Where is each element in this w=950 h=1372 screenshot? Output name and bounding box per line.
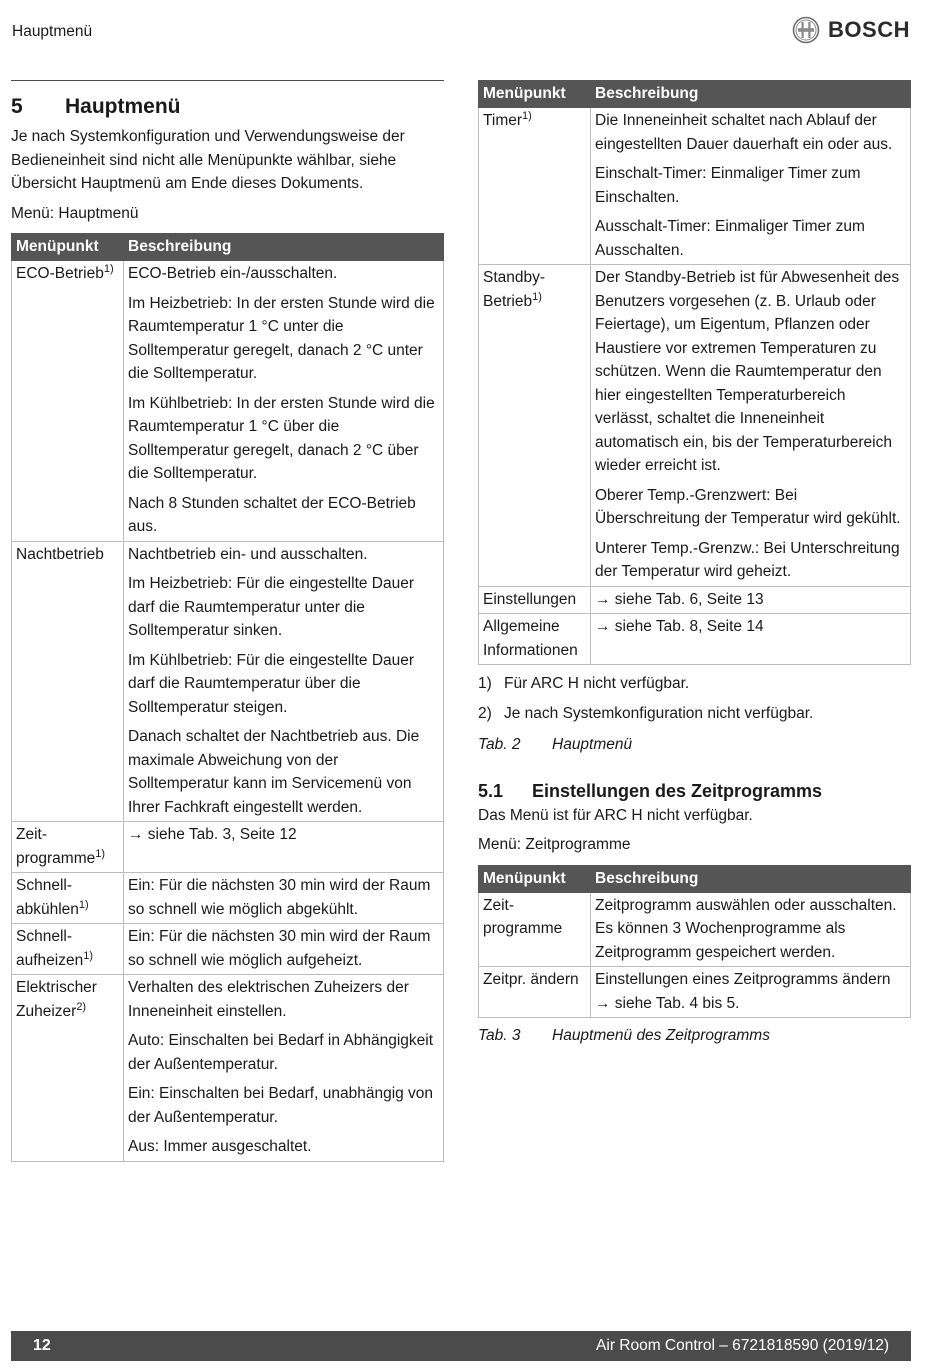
column-header: Menüpunkt: [479, 865, 591, 892]
description-paragraph: Auto: Einschalten bei Bedarf in Abhängigkeit der Außentemperatur.: [128, 1032, 434, 1073]
column-header: Beschreibung: [124, 234, 444, 261]
description-paragraph: Ein: Einschalten bei Bedarf, unabhängig von der Außentemperatur.: [128, 1085, 434, 1126]
table-row: [479, 108, 911, 265]
footnote: [478, 672, 911, 696]
footnote-number: 1): [478, 675, 492, 692]
running-header-title: Hauptmenü: [12, 23, 93, 40]
menu-item-name: Timer: [483, 112, 523, 129]
section-number: 5: [11, 95, 23, 118]
table-row: [12, 822, 444, 873]
menu-item-cell: [479, 265, 591, 587]
brand-logo: [792, 16, 910, 44]
caption-text: Hauptmenü des Zeitprogramms: [552, 1027, 770, 1044]
section-intro: Je nach Systemkonfiguration und Verwendungsweise der Bedieneinheit sind nicht alle Menüpunkte wählbar, siehe Übersicht Hauptmenü am Ende dieses Dokuments.: [11, 128, 405, 192]
description-cell: [124, 822, 444, 873]
menu-path: Menü: Hauptmenü: [11, 204, 139, 222]
description-cell: [591, 892, 911, 967]
description-paragraph: Nach 8 Stunden schaltet der ECO-Betrieb aus.: [128, 494, 416, 535]
description-paragraph: Danach schaltet der Nachtbetrieb aus. Die maximale Abweichung von der Solltemperatur kann im Servicemenü von Ihrer Fachkraft eingestellt werden.: [128, 728, 420, 816]
right-column: [478, 80, 911, 1048]
description-paragraph: Unterer Temp.-Grenzw.: Bei Unterschreitung der Temperatur wird geheizt.: [595, 539, 900, 580]
description-paragraph: Aus: Immer ausgeschaltet.: [128, 1138, 312, 1155]
table-row: [12, 975, 444, 1162]
menu-item-cell: [12, 541, 124, 822]
table-row: [12, 261, 444, 542]
menu-item-cell: [12, 924, 124, 975]
description-cell: [124, 975, 444, 1162]
footnote-marker: 1): [95, 847, 106, 860]
menu-item-cell: [12, 822, 124, 873]
menu-item-name: ECO-Betrieb: [16, 265, 104, 282]
column-header: Beschreibung: [591, 865, 911, 892]
description-paragraph: Zeitprogramm auswählen oder ausschalten. Es können 3 Wochenprogramme als Zeitprogramm gespeichert werden.: [595, 896, 897, 961]
menu-item-name: Zeit-programme: [16, 826, 96, 867]
menu-item-cell: [479, 108, 591, 265]
menu-item-name: Standby-Betrieb: [483, 269, 546, 310]
footnote-marker: 1): [522, 110, 532, 122]
section-title: Hauptmenü: [65, 95, 181, 118]
menu-item-name: Elektrischer Zuheizer: [16, 979, 97, 1020]
column-header: Menüpunkt: [479, 81, 591, 108]
description-paragraph: Verhalten des elektrischen Zuheizers der Inneneinheit einstellen.: [128, 979, 409, 1020]
menu-item-cell: [12, 873, 124, 924]
table-row: [12, 924, 444, 975]
main-menu-table-continued: [478, 80, 911, 665]
description-paragraph: Einschalt-Timer: Einmaliger Timer zum Einschalten.: [595, 165, 861, 206]
description-paragraph: Oberer Temp.-Grenzwert: Bei Überschreitung der Temperatur wird gekühlt.: [595, 486, 901, 527]
description-paragraph: → siehe Tab. 3, Seite 12: [128, 826, 297, 843]
description-cell: [124, 924, 444, 975]
table-row: [479, 586, 911, 614]
menu-item-name: Schnell-aufheizen: [16, 928, 84, 969]
caption-number: Tab. 3: [478, 1027, 521, 1044]
main-menu-table-continued-body: [479, 108, 911, 665]
footnote-marker: 1): [532, 290, 542, 303]
description-paragraph: Die Inneneinheit schaltet nach Ablauf der eingestellten Dauer dauerhaft ein oder aus.: [595, 112, 893, 153]
description-paragraph: Ein: Für die nächsten 30 min wird der Raum so schnell wie möglich abgekühlt.: [128, 877, 431, 918]
table-header-row: [479, 865, 911, 892]
table-row: [479, 892, 911, 967]
description-cell: [124, 541, 444, 822]
time-program-table-body: [479, 892, 911, 1018]
table-caption: [478, 733, 911, 757]
footnote-marker: 2): [76, 1000, 87, 1013]
table-row: [479, 265, 911, 587]
description-cell: [124, 261, 444, 542]
description-paragraph: Im Kühlbetrieb: Für die eingestellte Dauer darf die Raumtemperatur über die Solltemperatur steigen.: [128, 651, 415, 716]
column-header: Menüpunkt: [12, 234, 124, 261]
description-cell: [591, 108, 911, 265]
description-paragraph: Der Standby-Betrieb ist für Abwesenheit des Benutzers vorgesehen (z. B. Urlaub oder Feiertage), um Eigentum, Pflanzen oder Haustiere vor extremen Temperaturen zu schützen. Wenn die Raumtemperatur den hier eingestellten Temperaturbereich verlässt, schaltet die Inneneinheit automatisch ein, bis der Temperaturbereich wieder erreicht ist.: [595, 269, 900, 474]
page-number: 12: [33, 1337, 51, 1355]
time-program-table: [478, 865, 911, 1019]
footnote-marker: 1): [78, 898, 89, 911]
menu-item-name: Allgemeine Informationen: [483, 618, 578, 659]
description-paragraph: Im Heizbetrieb: In der ersten Stunde wird die Raumtemperatur 1 °C unter die Solltemperatur geregelt, danach 2 °C unter die Solltemperatur.: [128, 294, 435, 382]
footnote-text: Für ARC H nicht verfügbar.: [504, 675, 690, 692]
caption-text: Hauptmenü: [552, 736, 633, 753]
description-cell: [591, 265, 911, 587]
menu-item-cell: [479, 586, 591, 614]
table-header-row: [479, 81, 911, 108]
menu-item-name: Zeit-programme: [483, 896, 563, 937]
table-caption: [478, 1024, 911, 1048]
description-paragraph: Ausschalt-Timer: Einmaliger Timer zum Ausschalten.: [595, 218, 865, 259]
description-paragraph: → siehe Tab. 6, Seite 13: [595, 590, 764, 608]
section-heading: [11, 93, 444, 121]
menu-item-cell: [479, 892, 591, 967]
footnote-marker: 1): [83, 949, 94, 962]
description-paragraph: Im Kühlbetrieb: In der ersten Stunde wird die Raumtemperatur 1 °C über die Solltemperatur geregelt, danach 2 °C über die Solltemperatur.: [128, 394, 435, 482]
description-paragraph: → siehe Tab. 8, Seite 14: [595, 618, 764, 635]
bosch-armature-logo-icon: [792, 16, 820, 44]
description-cell: [591, 586, 911, 614]
document-id: Air Room Control – 6721818590 (2019/12): [596, 1337, 889, 1355]
column-header: Beschreibung: [591, 81, 911, 108]
left-column: [11, 80, 444, 1162]
subsection-heading: [478, 778, 911, 804]
page-footer: [11, 1331, 911, 1361]
description-cell: [591, 967, 911, 1018]
menu-item-cell: [12, 975, 124, 1162]
subsection-intro: Das Menü ist für ARC H nicht verfügbar.: [478, 806, 753, 824]
menu-item-cell: [479, 967, 591, 1018]
table-row: [12, 541, 444, 822]
menu-item-name: Einstellungen: [483, 590, 577, 608]
subsection-number: 5.1: [478, 780, 504, 801]
menu-item-cell: [479, 614, 591, 665]
footnote-number: 2): [478, 704, 492, 722]
description-cell: [124, 873, 444, 924]
brand-name: BOSCH: [828, 17, 910, 43]
description-paragraph: Nachtbetrieb ein- und ausschalten.: [128, 545, 368, 563]
main-menu-table: [11, 233, 444, 1162]
footnote-marker: 1): [103, 263, 114, 275]
main-menu-table-body: [12, 261, 444, 1162]
table-row: [12, 873, 444, 924]
footnotes: [478, 672, 911, 725]
caption-number: Tab. 2: [478, 736, 521, 753]
menu-item-name: Schnell-abkühlen: [16, 877, 79, 918]
menu-item-cell: [12, 261, 124, 542]
description-paragraph: Einstellungen eines Zeitprogramms ändern → siehe Tab. 4 bis 5.: [595, 971, 891, 1012]
menu-item-name: Zeitpr. ändern: [483, 971, 579, 988]
subsection-title: Einstellungen des Zeitprogramms: [532, 780, 823, 801]
footnote: [478, 702, 911, 726]
description-paragraph: Ein: Für die nächsten 30 min wird der Raum so schnell wie möglich aufgeheizt.: [128, 928, 431, 969]
table-header-row: [12, 234, 444, 261]
table-row: [479, 614, 911, 665]
sub-menu-path: Menü: Zeitprogramme: [478, 836, 631, 853]
description-paragraph: ECO-Betrieb ein-/ausschalten.: [128, 265, 338, 282]
footnote-text: Je nach Systemkonfiguration nicht verfügbar.: [504, 704, 814, 722]
description-cell: [591, 614, 911, 665]
menu-item-name: Nachtbetrieb: [16, 545, 104, 563]
description-paragraph: Im Heizbetrieb: Für die eingestellte Dauer darf die Raumtemperatur unter die Solltemperatur sinken.: [128, 575, 415, 639]
table-row: [479, 967, 911, 1018]
